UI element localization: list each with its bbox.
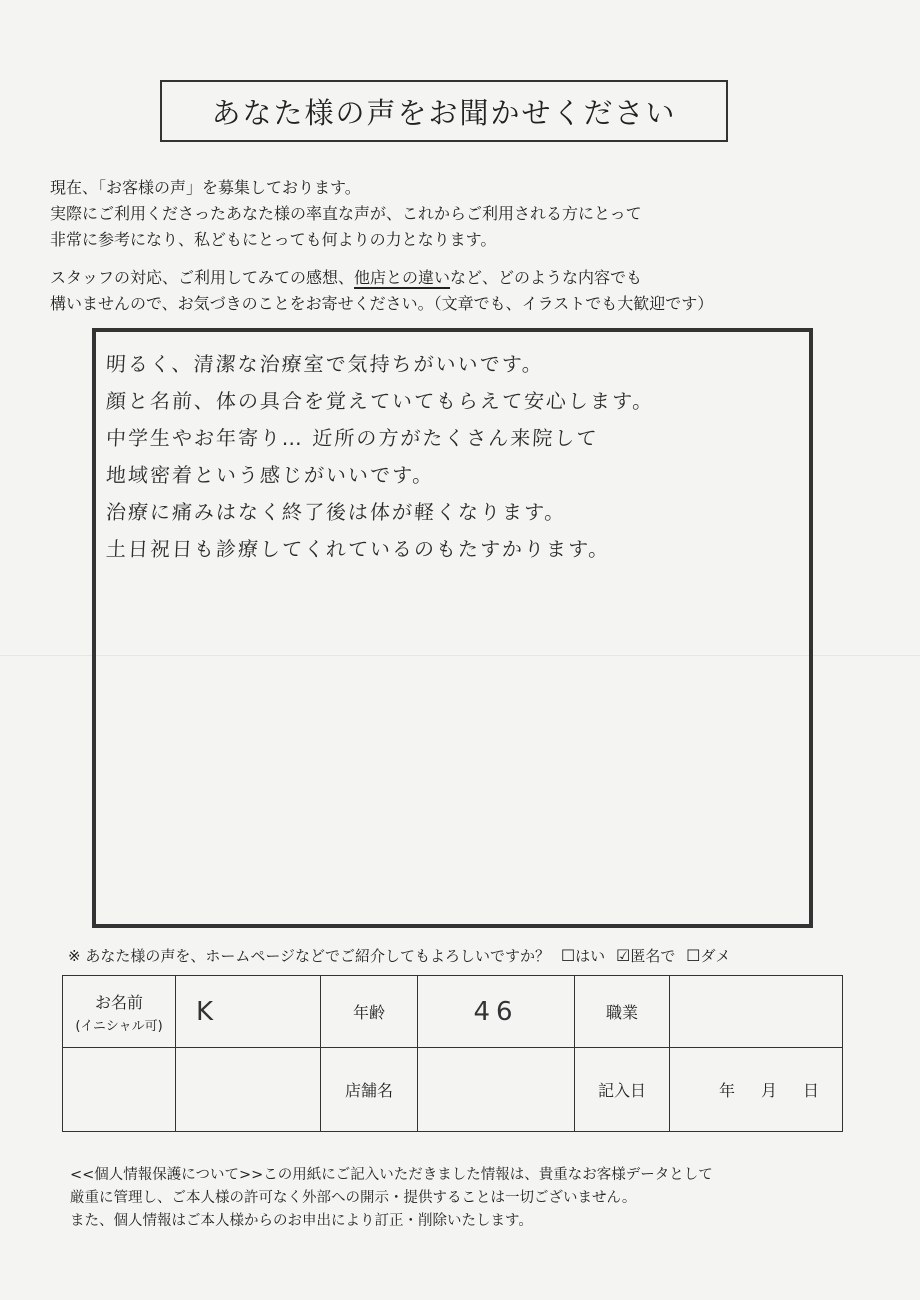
intro-line: 実際にご利用くださったあなた様の率直な声が、これからご利用される方にとって xyxy=(50,204,642,223)
privacy-line: また、個人情報はご本人様からのお申出により訂正・削除いたします。 xyxy=(70,1213,533,1229)
checkbox-empty-icon[interactable]: ☐ xyxy=(686,946,701,965)
intro-line: 構いませんので、お気づきのことをお寄せください。（文章でも、イラストでも大歓迎です） xyxy=(50,294,714,313)
consent-option-anonymous[interactable]: ☑匿名で xyxy=(615,946,676,965)
blank-cell xyxy=(63,1048,176,1132)
comment-line: 明るく、清潔な治療室で気持ちがいいです。 xyxy=(105,352,545,376)
handwritten-comment xyxy=(106,346,799,568)
page-title: あなた様の声をお聞かせください xyxy=(160,80,728,142)
consent-option-yes[interactable]: ☐はい xyxy=(560,946,606,965)
comment-line: 中学生やお年寄り… 近所の方がたくさん来院して xyxy=(105,426,600,450)
store-field[interactable] xyxy=(418,1048,575,1132)
age-value: 46 xyxy=(473,996,519,1027)
privacy-line: <<個人情報保護について>>この用紙にご記入いただきました情報は、貴重なお客様データとして xyxy=(70,1167,713,1183)
comment-line: 土日祝日も診療してくれているのもたすかります。 xyxy=(105,537,612,561)
comment-line: 地域密着という感じがいいです。 xyxy=(105,463,436,487)
intro-line: 非常に参考になり、私どもにとっても何よりの力となります。 xyxy=(50,230,497,249)
date-label: 記入日 xyxy=(575,1048,670,1132)
comment-line: 治療に痛みはなく終了後は体が軽くなります。 xyxy=(105,500,568,524)
blank-field[interactable] xyxy=(176,1048,321,1132)
intro-text xyxy=(50,175,850,317)
customer-info-table xyxy=(62,975,843,1132)
voice-textarea[interactable] xyxy=(92,328,813,928)
underlined-phrase: 他店との違い xyxy=(354,268,451,287)
name-value: K xyxy=(196,996,220,1027)
privacy-notice xyxy=(70,1164,850,1233)
intro-line: スタッフの対応、ご利用してみての感想、他店との違いなど、どのような内容でも xyxy=(50,268,643,287)
store-label: 店舗名 xyxy=(321,1048,418,1132)
name-label: お名前 (イニシャル可) xyxy=(63,976,176,1048)
age-field[interactable] xyxy=(418,976,575,1048)
comment-line: 顔と名前、体の具合を覚えていてもらえて安心します。 xyxy=(105,389,656,413)
privacy-line: 厳重に管理し、ご本人様の許可なく外部への開示・提供することは一切ございません。 xyxy=(70,1190,637,1206)
date-field[interactable] xyxy=(670,1048,843,1132)
job-label: 職業 xyxy=(575,976,670,1048)
name-field[interactable] xyxy=(176,976,321,1048)
checkbox-empty-icon[interactable]: ☐ xyxy=(560,946,576,965)
consent-option-no[interactable]: ☐ダメ xyxy=(686,946,731,965)
age-label: 年齢 xyxy=(321,976,418,1048)
name-sub-label: (イニシャル可) xyxy=(75,1018,163,1034)
job-field[interactable] xyxy=(670,976,843,1048)
intro-line: 現在、「お客様の声」を募集しております。 xyxy=(50,178,361,197)
date-parts: 年 月 日 xyxy=(718,1081,820,1100)
consent-question: ※ あなた様の声を、ホームページなどでご紹介してもよろしいですか？ ☐はい ☑匿名で ☐ダメ xyxy=(68,946,731,965)
checkbox-checked-icon[interactable]: ☑ xyxy=(615,946,631,965)
